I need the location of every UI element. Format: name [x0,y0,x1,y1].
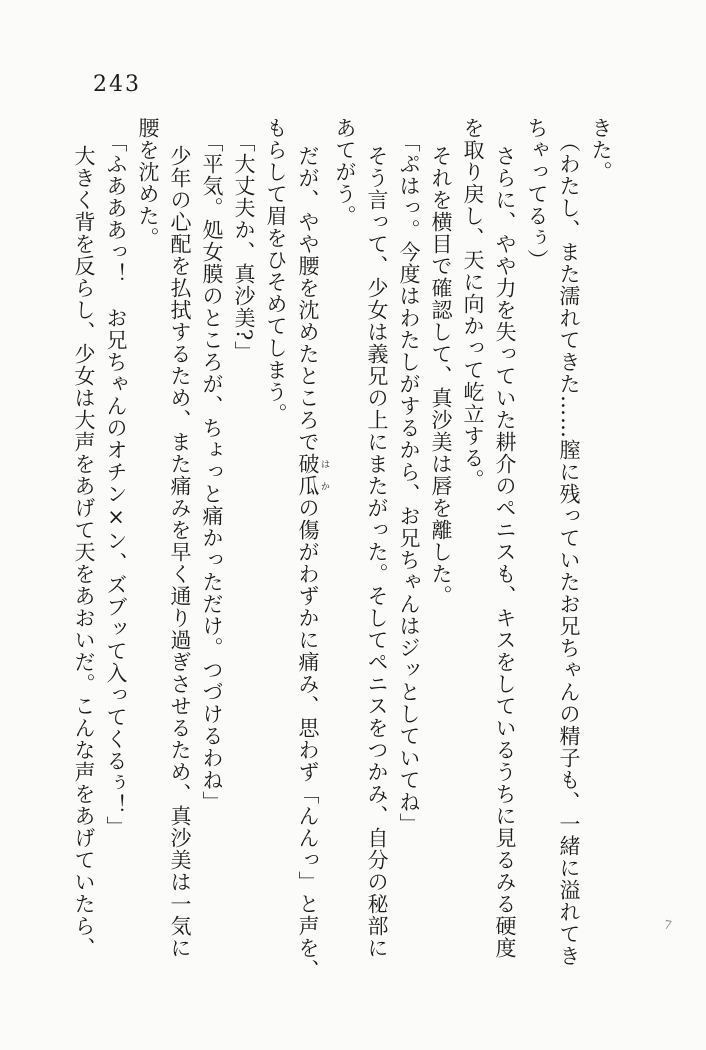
text-column: 少年の心配を払拭するため、また痛みを早く通り過ぎさせるため、真沙美は一気に [168,145,192,959]
page-number: 243 [93,72,141,97]
text-column: を取り戻し、天に向かって屹立する。 [461,117,485,491]
text-column: ちゃってるぅ） [525,117,549,271]
furigana-annotated-word: 破瓜 はか [296,453,329,497]
text-column: それを横目で確認して、真沙美は唇を離した。 [429,145,453,607]
text-column: きた。 [589,117,613,183]
text-column: 「ふあああっ！ お兄ちゃんのオチン×ン、ズブッて入ってくるぅ！」 [104,131,128,838]
text-column: 大きく背を反らし、少女は大声をあげて天をあおいだ。こんな声をあげていたら、 [72,145,96,959]
text-column: 腰を沈めた。 [136,117,160,249]
text-column: 「ぷはっ。今度はわたしがするから、お兄ちゃんはジッとしていてね」 [397,131,421,835]
text-column: だが、やや腰を沈めたところで破瓜 はかの傷がわずかに痛み、思わず「んんっ」と声を、 [296,145,329,981]
text-column: （わたし、また濡れてきた……膣に残っていたお兄ちゃんの精子も、一緒に溢れてき [557,131,581,967]
text-column: さらに、やや力を失っていた耕介のペニスも、キスをしているうちに見るみる硬度 [493,145,517,959]
text-area [68,117,617,981]
text-column: 「大丈夫か、真沙美?」 [232,131,256,364]
text-column: あてがう。 [333,117,357,227]
text-column: 「平気。処女膜のところが、ちょっと痛かっただけ。つづけるわね」 [200,131,224,813]
text-column: もらして眉をひそめてしまう。 [264,117,288,425]
print-artifact: 7 [662,917,674,933]
text-column: そう言って、少女は義兄の上にまたがった。そしてペニスをつかみ、自分の秘部に [365,145,389,959]
